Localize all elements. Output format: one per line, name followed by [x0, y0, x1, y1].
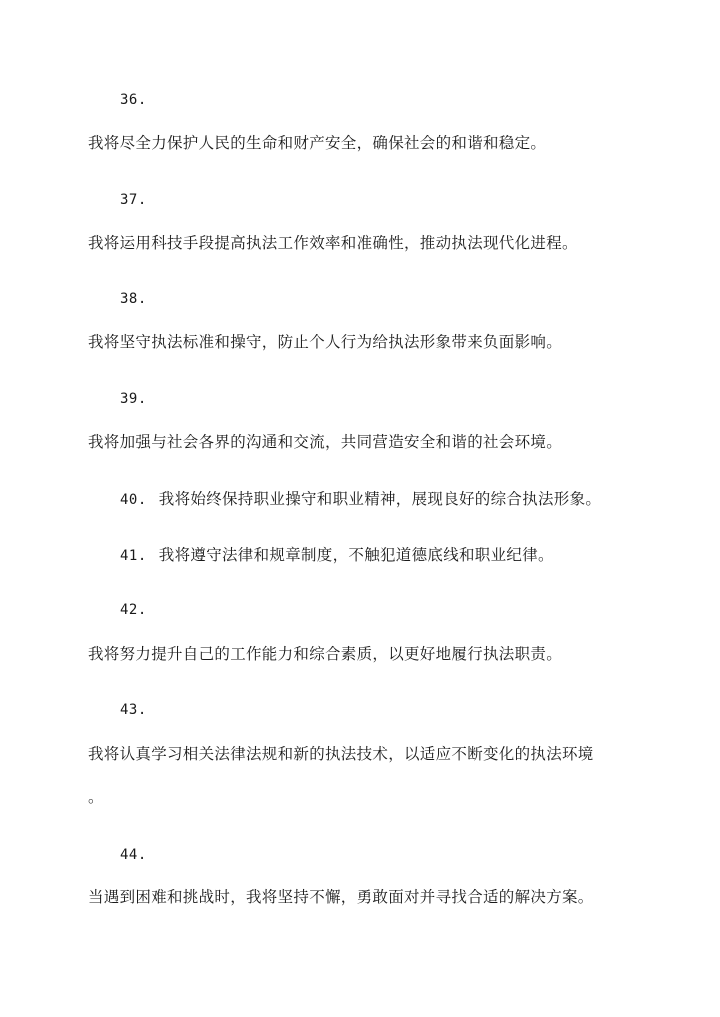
item-number: 36. [120, 92, 147, 108]
item-inline [120, 489, 601, 510]
item-number: 42. [120, 602, 147, 618]
item-text: 我将努力提升自己的工作能力和综合素质，以更好地履行执法职责。 [88, 645, 563, 663]
item-number: 39. [120, 391, 147, 407]
item-text: 我将加强与社会各界的沟通和交流，共同营造安全和谐的社会环境。 [88, 433, 563, 451]
item-text: 当遇到困难和挑战时，我将坚持不懈，勇敢面对并寻找合适的解决方案。 [88, 888, 594, 906]
item-number: 44. [120, 847, 147, 863]
item-text: 我将遵守法律和规章制度，不触犯道德底线和职业纪律。 [158, 546, 554, 564]
item-text: 我将认真学习相关法律法规和新的执法技术，以适应不断变化的执法环境 [88, 745, 594, 763]
item-text: 我将坚守执法标准和操守，防止个人行为给执法形象带来负面影响。 [88, 333, 563, 351]
item-number: 37. [120, 192, 147, 208]
item-number: 41. [120, 548, 147, 564]
item-text-continuation: 。 [88, 788, 104, 806]
item-text: 我将运用科技手段提高执法工作效率和准确性，推动执法现代化进程。 [88, 234, 578, 252]
item-text: 我将始终保持职业操守和职业精神，展现良好的综合执法形象。 [158, 490, 602, 508]
item-number: 40. [120, 492, 147, 508]
item-text: 我将尽全力保护人民的生命和财产安全，确保社会的和谐和稳定。 [88, 134, 547, 152]
item-number: 43. [120, 702, 147, 718]
item-inline [120, 545, 554, 566]
item-number: 38. [120, 291, 147, 307]
